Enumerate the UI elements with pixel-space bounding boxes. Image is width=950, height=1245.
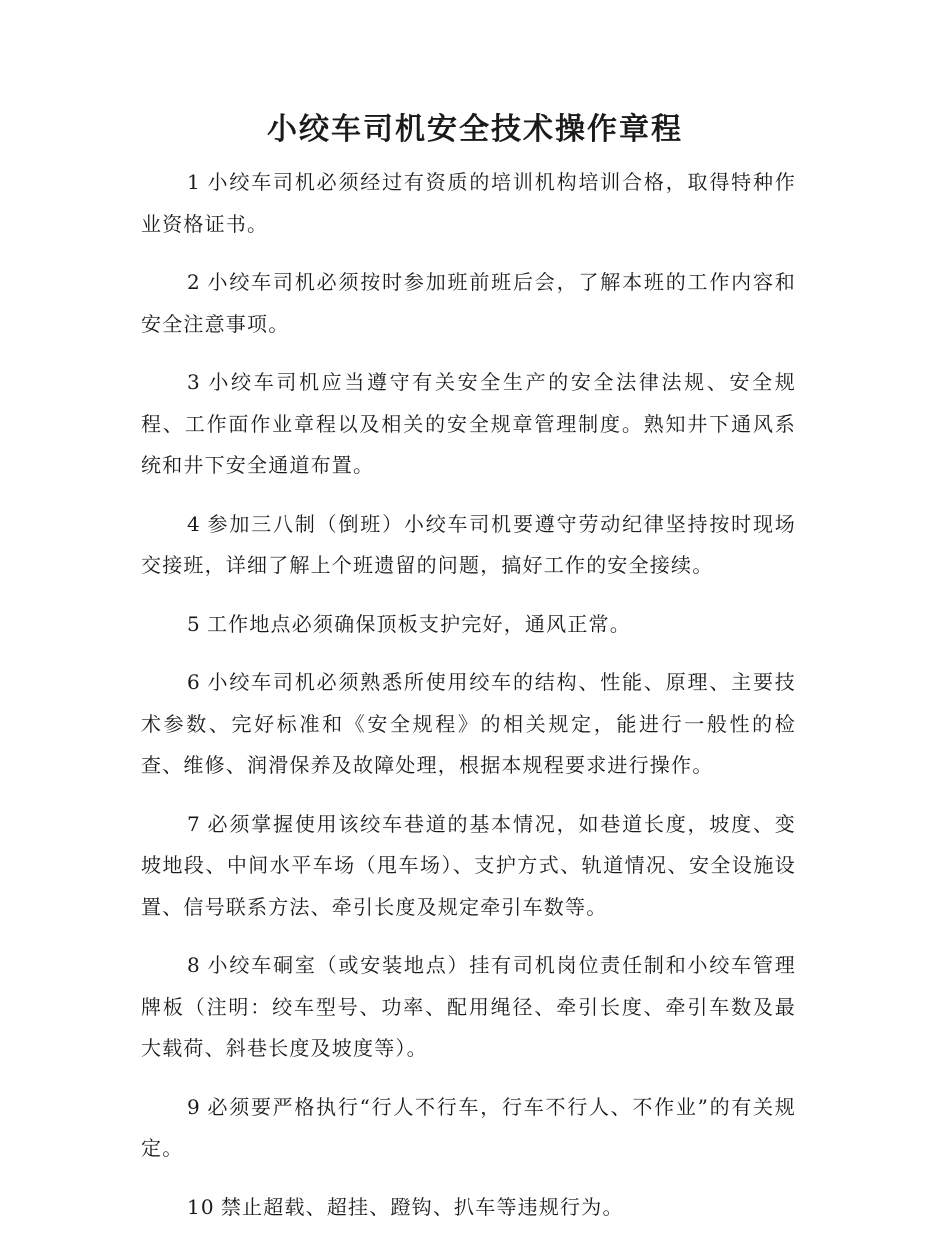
- paragraph: [141, 362, 796, 487]
- paragraph-number: 1: [187, 170, 201, 194]
- paragraph: [141, 262, 796, 345]
- paragraph-text: 小绞车司机必须经过有资质的培训机构培训合格，取得特种作业资格证书。: [141, 170, 796, 236]
- paragraph-text: 参加三八制（倒班）小绞车司机要遵守劳动纪律坚持按时现场交接班，详细了解上个班遗留的问题，搞好工作的安全接续。: [141, 511, 796, 577]
- paragraph-number: 2: [187, 270, 201, 294]
- paragraph-text: 小绞车司机应当遵守有关安全生产的安全法律法规、安全规程、工作面作业章程以及相关的安全规章管理制度。熟知井下通风系统和井下安全通道布置。: [141, 370, 796, 477]
- paragraph-number: 10: [187, 1194, 215, 1219]
- paragraph: [141, 604, 796, 646]
- document-body: [141, 162, 796, 1245]
- paragraph-text: 小绞车司机必须按时参加班前班后会，了解本班的工作内容和安全注意事项。: [141, 270, 796, 336]
- paragraph: [141, 1087, 796, 1170]
- paragraph: [141, 162, 796, 245]
- document-title: 小绞车司机安全技术操作章程: [267, 112, 683, 147]
- paragraph: [141, 662, 796, 787]
- paragraph: [141, 1187, 796, 1229]
- paragraph-number: 3: [187, 370, 201, 394]
- paragraph-text: 必须掌握使用该绞车巷道的基本情况，如巷道长度，坡度、变坡地段、中间水平车场（甩车场）、支护方式、轨道情况、安全设施设置、信号联系方法、牵引长度及规定牵引车数等。: [141, 811, 796, 919]
- paragraph: [141, 804, 796, 929]
- paragraph-text: 必须要严格执行“行人不行车，行车不行人、不作业”的有关规定。: [141, 1094, 796, 1160]
- paragraph-number: 7: [187, 811, 201, 836]
- paragraph-text: 小绞车硐室（或安装地点）挂有司机岗位责任制和小绞车管理牌板（注明：绞车型号、功率、配用绳径、牵引长度、牵引车数及最大载荷、斜巷长度及坡度等）。: [141, 953, 796, 1060]
- paragraph: [141, 504, 796, 587]
- paragraph-number: 8: [187, 953, 201, 977]
- paragraph-number: 6: [187, 670, 201, 694]
- paragraph-text: 工作地点必须确保顶板支护完好，通风正常。: [206, 611, 631, 636]
- paragraph-number: 4: [187, 511, 201, 536]
- paragraph: [141, 945, 796, 1070]
- paragraph-text: 小绞车司机必须熟悉所使用绞车的结构、性能、原理、主要技术参数、完好标准和《安全规程》的相关规定，能进行一般性的检查、维修、润滑保养及故障处理，根据本规程要求进行操作。: [141, 670, 796, 777]
- paragraph-number: 9: [187, 1094, 201, 1119]
- paragraph-text: 禁止超载、超挂、蹬钩、扒车等违规行为。: [220, 1194, 624, 1219]
- paragraph-number: 5: [187, 611, 201, 636]
